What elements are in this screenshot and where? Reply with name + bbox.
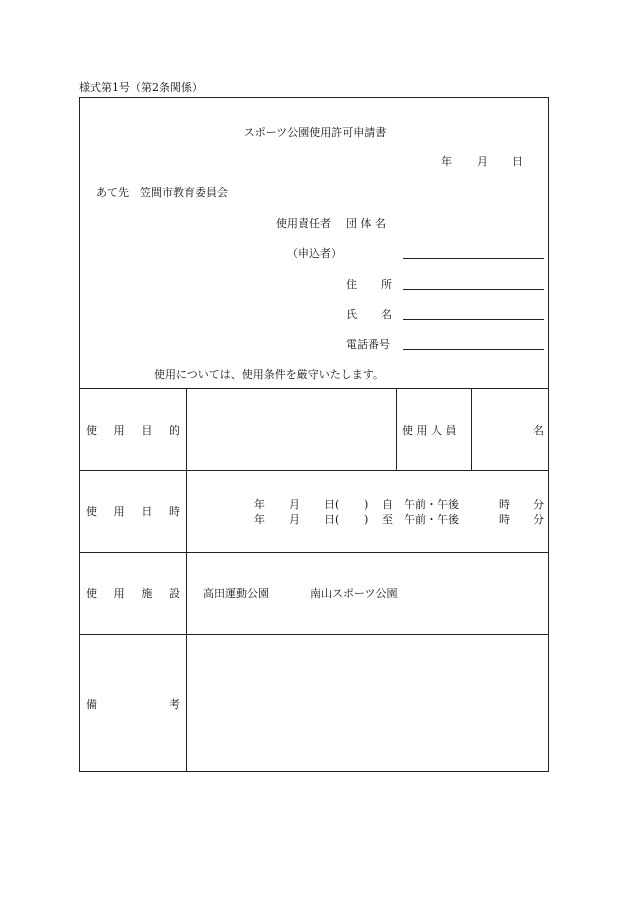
facility-row-label [86, 587, 180, 600]
headcount-label: 使 用 人 員 [402, 424, 457, 437]
datetime-start-ampm: 午前・午後 [404, 498, 459, 511]
date-year-label: 年 [441, 155, 452, 168]
datetime-label-char: 時 [168, 505, 180, 518]
applicant-label: （申込者） [287, 247, 342, 260]
group-name-label: 団 体 名 [346, 217, 386, 230]
form-title: スポーツ公園使用許可申請書 [243, 126, 387, 139]
purpose-label-char: 使 [86, 424, 97, 437]
purpose-label-char: 目 [141, 424, 153, 437]
datetime-row-label [86, 505, 180, 518]
divider-headcount-label-right [471, 388, 472, 470]
datetime-end-marker: 至 [382, 513, 393, 526]
name-label-char-1: 氏 [346, 308, 357, 321]
divider-datetime-bottom [79, 552, 549, 553]
group-name-input-line[interactable] [403, 258, 544, 259]
addressee: あて先 笠間市教育委員会 [96, 186, 228, 199]
date-day-label: 日 [512, 155, 523, 168]
datetime-start-month: 月 [289, 498, 300, 511]
facility-label-char: 使 [86, 587, 97, 600]
datetime-start-marker: 自 [382, 498, 393, 511]
purpose-row-label [86, 424, 180, 437]
remarks-row-label [86, 698, 180, 711]
facility-option-takada[interactable]: 高田運動公園 [203, 587, 269, 600]
datetime-end-day: 日( [324, 513, 340, 526]
purpose-input-area[interactable] [188, 390, 394, 468]
datetime-start-year: 年 [254, 498, 265, 511]
divider-headcount-label-left [396, 388, 397, 470]
remarks-input-area[interactable] [188, 636, 547, 770]
datetime-end-ampm: 午前・午後 [404, 513, 459, 526]
purpose-label-char: 的 [168, 424, 180, 437]
facility-label-char: 設 [168, 587, 180, 600]
address-input-line[interactable] [403, 289, 544, 290]
datetime-start-minute: 分 [533, 498, 544, 511]
name-input-line[interactable] [403, 319, 544, 320]
datetime-start-day: 日( [324, 498, 340, 511]
divider-purpose-bottom [79, 470, 549, 471]
phone-input-line[interactable] [403, 349, 544, 350]
facility-label-char: 施 [141, 587, 153, 600]
facility-option-minamiyama[interactable]: 南山スポーツ公園 [310, 587, 398, 600]
datetime-end-minute: 分 [533, 513, 544, 526]
datetime-end-month: 月 [289, 513, 300, 526]
datetime-label-char: 日 [141, 505, 153, 518]
divider-header-bottom [79, 388, 549, 389]
facility-label-char: 用 [113, 587, 125, 600]
headcount-input-area[interactable] [473, 390, 528, 468]
address-label-char-2: 所 [381, 278, 392, 291]
purpose-label-char: 用 [113, 424, 125, 437]
divider-facility-bottom [79, 634, 549, 635]
datetime-start-weekday-close: ) [364, 498, 369, 511]
remarks-label-char: 考 [169, 698, 180, 711]
form-number-label: 様式第1号（第2条関係） [79, 81, 203, 94]
date-month-label: 月 [477, 155, 488, 168]
datetime-end-weekday-close: ) [364, 513, 369, 526]
name-label-char-2: 名 [381, 308, 392, 321]
responsible-person-label: 使用責任者 [276, 217, 331, 230]
divider-label-column [186, 388, 187, 772]
pledge-text: 使用については、使用条件を厳守いたします。 [154, 368, 384, 381]
address-label-char-1: 住 [346, 278, 357, 291]
phone-label: 電話番号 [346, 338, 390, 351]
datetime-end-year: 年 [254, 513, 265, 526]
datetime-label-char: 使 [86, 505, 97, 518]
remarks-label-char: 備 [86, 698, 97, 711]
datetime-end-hour: 時 [499, 513, 510, 526]
headcount-unit: 名 [533, 424, 544, 437]
datetime-start-hour: 時 [499, 498, 510, 511]
datetime-label-char: 用 [113, 505, 125, 518]
